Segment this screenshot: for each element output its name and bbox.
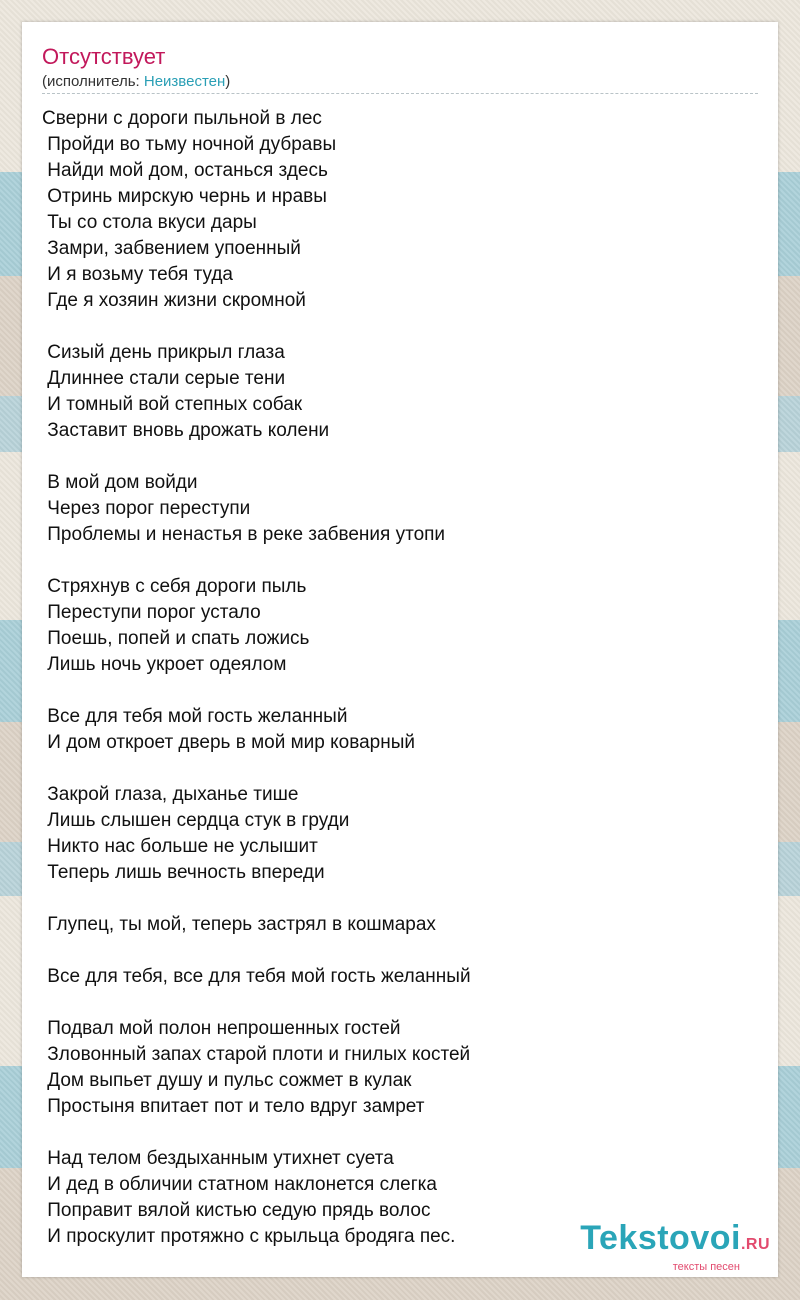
logo-name: Tekstovoi [580, 1219, 741, 1257]
song-title: Отсутствует [42, 44, 166, 69]
lyrics-text: Сверни с дороги пыльной в лес Пройди во тьму ночной дубравы Найди мой дом, останься здесь Отринь мирскую чернь и нравы Ты со стола вкуси дары Замри, забвением упоенный И я возьму тебя туда Где я хозяин жизни скромной Сизый день прикрыл глаза Длиннее стали серые тени И томный вой степных собак Заставит вновь дрожать колени В мой дом войди Через порог переступи Проблемы и ненастья в реке забвения утопи Стряхнув с себя дороги пыль Переступи порог устало Поешь, попей и спать ложись Лишь ночь укроет одеялом Все для тебя мой гость желанный И дом откроет дверь в мой мир коварный Закрой глаза, дыханье тише Лишь слышен сердца стук в груди Никто нас больше не услышит Теперь лишь вечность впереди Глупец, ты мой, теперь застрял в кошмарах Все для тебя, все для тебя мой гость желанный Подвал мой полон непрошенных гостей Зловонный запах старой плоти и гнилых костей Дом выпьет душу и пульс сожмет в кулак Простыня впитает пот и тело вдруг замрет Над телом бездыханным утихнет суета И дед в обличии статном наклонется слегка Поправит вялой кистью седую прядь волос И проскулит протяжно с крыльца бродяга пес. [42, 108, 471, 1247]
site-logo[interactable] [580, 1221, 770, 1273]
artist-link[interactable]: Неизвестен [143, 73, 226, 90]
artist-suffix: ) [225, 73, 231, 90]
logo-tagline: тексты песен [672, 1261, 740, 1273]
logo-wordmark [580, 1221, 770, 1262]
logo-tld: .RU [740, 1236, 770, 1253]
artist-line [42, 72, 758, 94]
artist-prefix: (исполнитель: [42, 73, 144, 90]
lyrics-card [22, 22, 778, 1277]
